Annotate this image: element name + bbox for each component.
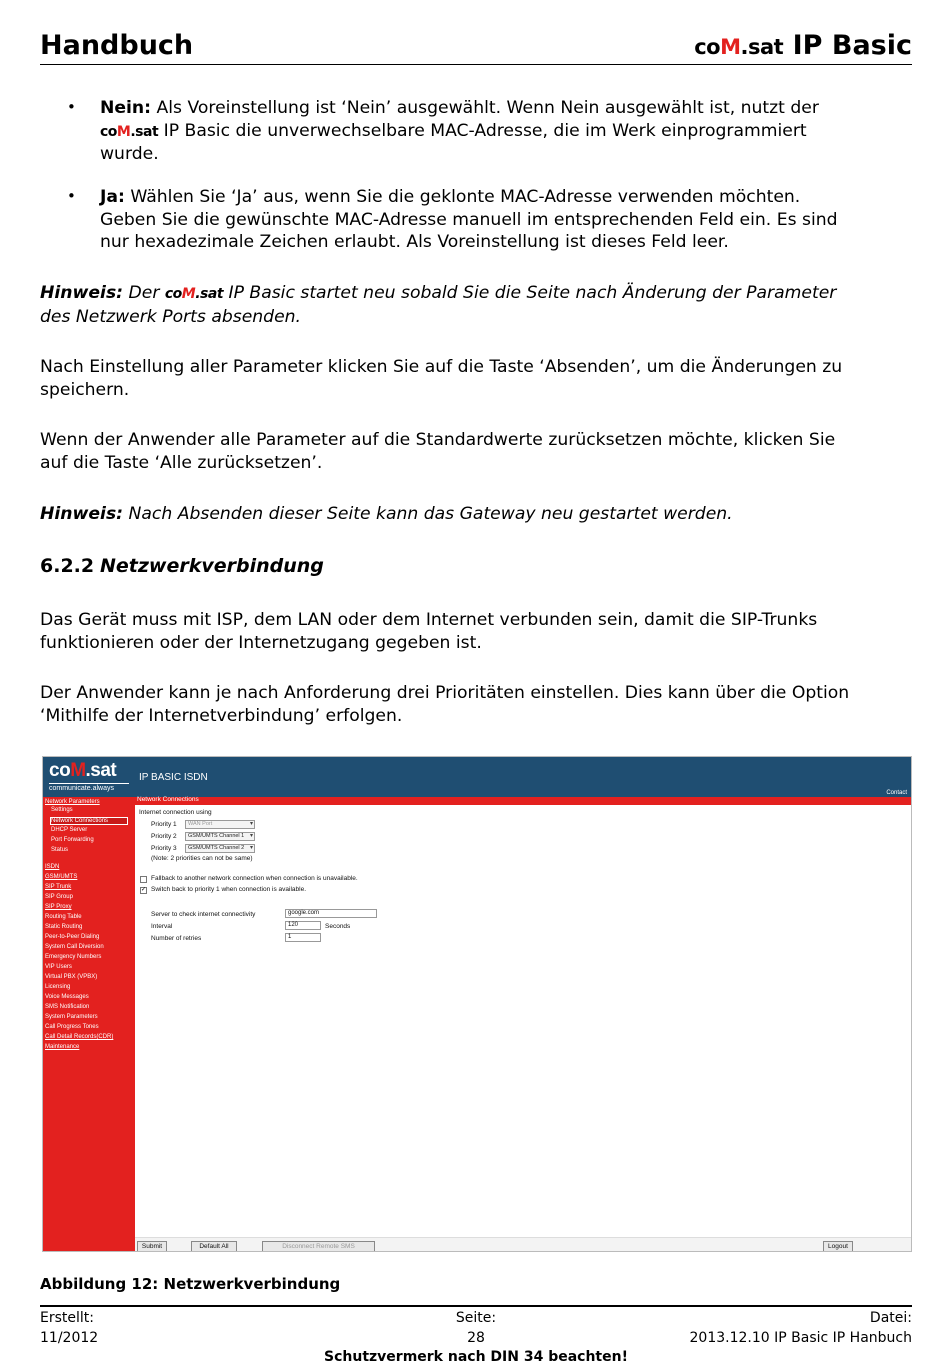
paragraph-line: Das Gerät muss mit ISP, dem LAN oder dem Internet verbunden sein, damit die SIP-Trunks	[40, 610, 818, 630]
section-number: 6.2.2	[40, 555, 95, 577]
breadcrumb: Network Connections	[137, 796, 199, 803]
figure-caption: Abbildung 12: Netzwerkverbindung	[40, 1275, 341, 1293]
comsat-logo: coM.sat	[164, 286, 224, 302]
priority1-select[interactable]: WAN Port ▾	[185, 820, 255, 829]
sidebar-item-isdn[interactable]: ISDN	[45, 864, 60, 870]
footer-created-label: Erstellt:	[40, 1310, 94, 1326]
header-title: Handbuch	[40, 30, 194, 61]
comsat-logo: coM.sat	[100, 123, 159, 140]
sidebar-item-sip-group[interactable]: SIP Group	[45, 894, 73, 900]
button-bar	[135, 1237, 912, 1252]
breadcrumb-bar	[135, 797, 912, 805]
logout-button[interactable]: Logout	[823, 1241, 853, 1252]
sidebar-item-sip-trunk[interactable]: SIP Trunk	[45, 884, 72, 890]
paragraph-line: Wenn der Anwender alle Parameter auf die Standardwerte zurücksetzen möchte, klicken Sie	[40, 430, 836, 450]
section-heading	[40, 555, 324, 577]
contact-link[interactable]: Contact	[886, 790, 907, 796]
bullet-ja	[100, 186, 912, 254]
app-logo: coM.sat communicate.always	[49, 760, 129, 794]
comsat-logo: coM.sat	[694, 35, 784, 59]
priority3-select[interactable]: GSM/UMTS Channel 2 ▾	[185, 844, 255, 853]
sidebar-item-network-connections[interactable]: Network Connections	[50, 817, 128, 825]
disconnect-remote-sms-button[interactable]: Disconnect Remote SMS	[262, 1241, 375, 1252]
footer-file-label: Datei:	[869, 1310, 912, 1326]
sidebar	[43, 797, 135, 1252]
bullet-label: Nein:	[100, 98, 152, 118]
footer-file-value: 2013.12.10 IP Basic IP Hanbuch	[689, 1330, 912, 1346]
server-label: Server to check internet connectivity	[151, 911, 256, 918]
priority1-label: Priority 1	[151, 821, 177, 828]
bullet-text-line: Als Voreinstellung ist ‘Nein’ ausgewählt. Wenn Nein ausgewählt ist, nutzt der	[156, 98, 819, 118]
bullet-text-line: wurde.	[100, 144, 159, 165]
bullet-nein	[100, 97, 912, 166]
footer-page-label: Seite:	[455, 1310, 497, 1326]
paragraph-submit	[40, 356, 912, 401]
footer-notice: Schutzvermerk nach DIN 34 beachten!	[324, 1349, 628, 1362]
sidebar-item-dhcp-server[interactable]: DHCP Server	[51, 827, 88, 833]
header-brand	[694, 30, 912, 61]
form-area	[135, 805, 912, 1237]
page-header	[40, 28, 912, 65]
note-restart	[40, 282, 912, 328]
note-gateway	[40, 503, 912, 526]
priority2-label: Priority 2	[151, 833, 177, 840]
paragraph-connection	[40, 609, 912, 654]
app-header	[43, 757, 912, 797]
app-tagline: communicate.always	[49, 783, 129, 792]
header-product: IP Basic	[792, 30, 912, 61]
sidebar-item-peer-to-peer[interactable]: Peer-to-Peer Dialing	[45, 934, 100, 940]
priority2-select[interactable]: GSM/UMTS Channel 1 ▾	[185, 832, 255, 841]
priority-note: (Note: 2 priorities can not be same)	[151, 855, 253, 862]
sidebar-item-virtual-pbx[interactable]: Virtual PBX (VPBX)	[45, 974, 98, 980]
default-all-button[interactable]: Default All	[191, 1241, 237, 1252]
paragraph-line: funktionieren oder der Internetzugang gegeben ist.	[40, 632, 482, 653]
bullet-text-line: Wählen Sie ‘Ja’ aus, wenn Sie die geklonte MAC-Adresse verwenden möchten.	[130, 187, 801, 207]
note-text: Nach Absenden dieser Seite kann das Gateway neu gestartet werden.	[128, 504, 733, 524]
paragraph-line: auf die Taste ‘Alle zurücksetzen’.	[40, 452, 323, 473]
section-title: Netzwerkverbindung	[100, 555, 324, 577]
fallback-checkbox[interactable]	[140, 876, 147, 883]
fallback-label: Fallback to another network connection when connection is unavailable.	[151, 875, 358, 882]
page-footer	[40, 1305, 912, 1362]
connection-group-label: Internet connection using	[139, 809, 212, 816]
sidebar-item-sms-notification[interactable]: SMS Notification	[45, 1004, 90, 1010]
figure-screenshot	[42, 756, 912, 1252]
sidebar-item-licensing[interactable]: Licensing	[45, 984, 71, 990]
bullet-text-line: Geben Sie die gewünschte MAC-Adresse manuell im entsprechenden Feld ein. Es sind	[100, 209, 838, 230]
note-label: Hinweis:	[40, 504, 124, 524]
submit-button[interactable]: Submit	[137, 1241, 167, 1252]
paragraph-priorities	[40, 682, 912, 727]
switchback-checkbox[interactable]: ✓	[141, 887, 147, 893]
note-text: IP Basic startet neu sobald Sie die Seite nach Änderung der Parameter	[228, 283, 837, 303]
note-text: des Netzwerk Ports absenden.	[40, 306, 302, 327]
note-label: Hinweis:	[40, 283, 124, 303]
paragraph-line: Nach Einstellung aller Parameter klicken Sie auf die Taste ‘Absenden’, um die Änderungen zu	[40, 357, 843, 377]
paragraph-line: ‘Mithilfe der Internetverbindung’ erfolgen.	[40, 705, 403, 726]
bullet-dot: •	[67, 187, 76, 205]
bullet-dot: •	[67, 98, 76, 116]
bullet-text-line: nur hexadezimale Zeichen erlaubt. Als Voreinstellung ist dieses Feld leer.	[100, 232, 729, 253]
sidebar-item-system-parameters[interactable]: System Parameters	[45, 1014, 98, 1020]
sidebar-item-network-parameters[interactable]: Network Parameters	[45, 799, 100, 805]
sidebar-item-call-progress-tones[interactable]: Call Progress Tones	[45, 1024, 99, 1030]
retries-input[interactable]: 1	[285, 933, 321, 942]
sidebar-item-routing-table[interactable]: Routing Table	[45, 914, 82, 920]
interval-unit: Seconds	[325, 923, 351, 930]
sidebar-item-status[interactable]: Status	[51, 847, 69, 853]
sidebar-item-voice-messages[interactable]: Voice Messages	[45, 994, 89, 1000]
app-title: IP BASIC ISDN	[139, 772, 208, 783]
paragraph-line: Der Anwender kann je nach Anforderung drei Prioritäten einstellen. Dies kann über die Option	[40, 683, 850, 703]
sidebar-item-vip-users[interactable]: VIP Users	[45, 964, 72, 970]
paragraph-line: speichern.	[40, 379, 130, 400]
sidebar-item-call-diversion[interactable]: System Call Diversion	[45, 944, 104, 950]
interval-input[interactable]: 120	[285, 921, 321, 930]
server-input[interactable]: google.com	[285, 909, 377, 918]
sidebar-item-sip-proxy[interactable]: SIP Proxy	[45, 904, 72, 910]
sidebar-item-settings[interactable]: Settings	[51, 807, 73, 813]
paragraph-reset	[40, 429, 912, 474]
sidebar-item-cdr[interactable]: Call Detail Records(CDR)	[45, 1034, 114, 1040]
footer-created-value: 11/2012	[40, 1330, 99, 1346]
bullet-text-line: IP Basic die unverwechselbare MAC-Adresse, die im Werk einprogrammiert	[163, 120, 807, 141]
sidebar-item-port-forwarding[interactable]: Port Forwarding	[51, 837, 94, 843]
interval-label: Interval	[151, 923, 173, 930]
bullet-label: Ja:	[100, 187, 125, 207]
priority3-label: Priority 3	[151, 845, 177, 852]
sidebar-item-static-routing[interactable]: Static Routing	[45, 924, 83, 930]
switchback-label: Switch back to priority 1 when connection is available.	[151, 886, 306, 893]
footer-page-value: 28	[467, 1330, 485, 1346]
retries-label: Number of retries	[151, 935, 202, 942]
note-text: Der	[128, 283, 160, 303]
sidebar-item-maintenance[interactable]: Maintenance	[45, 1044, 80, 1050]
sidebar-item-gsm-umts[interactable]: GSM/UMTS	[45, 874, 78, 880]
sidebar-item-emergency-numbers[interactable]: Emergency Numbers	[45, 954, 102, 960]
